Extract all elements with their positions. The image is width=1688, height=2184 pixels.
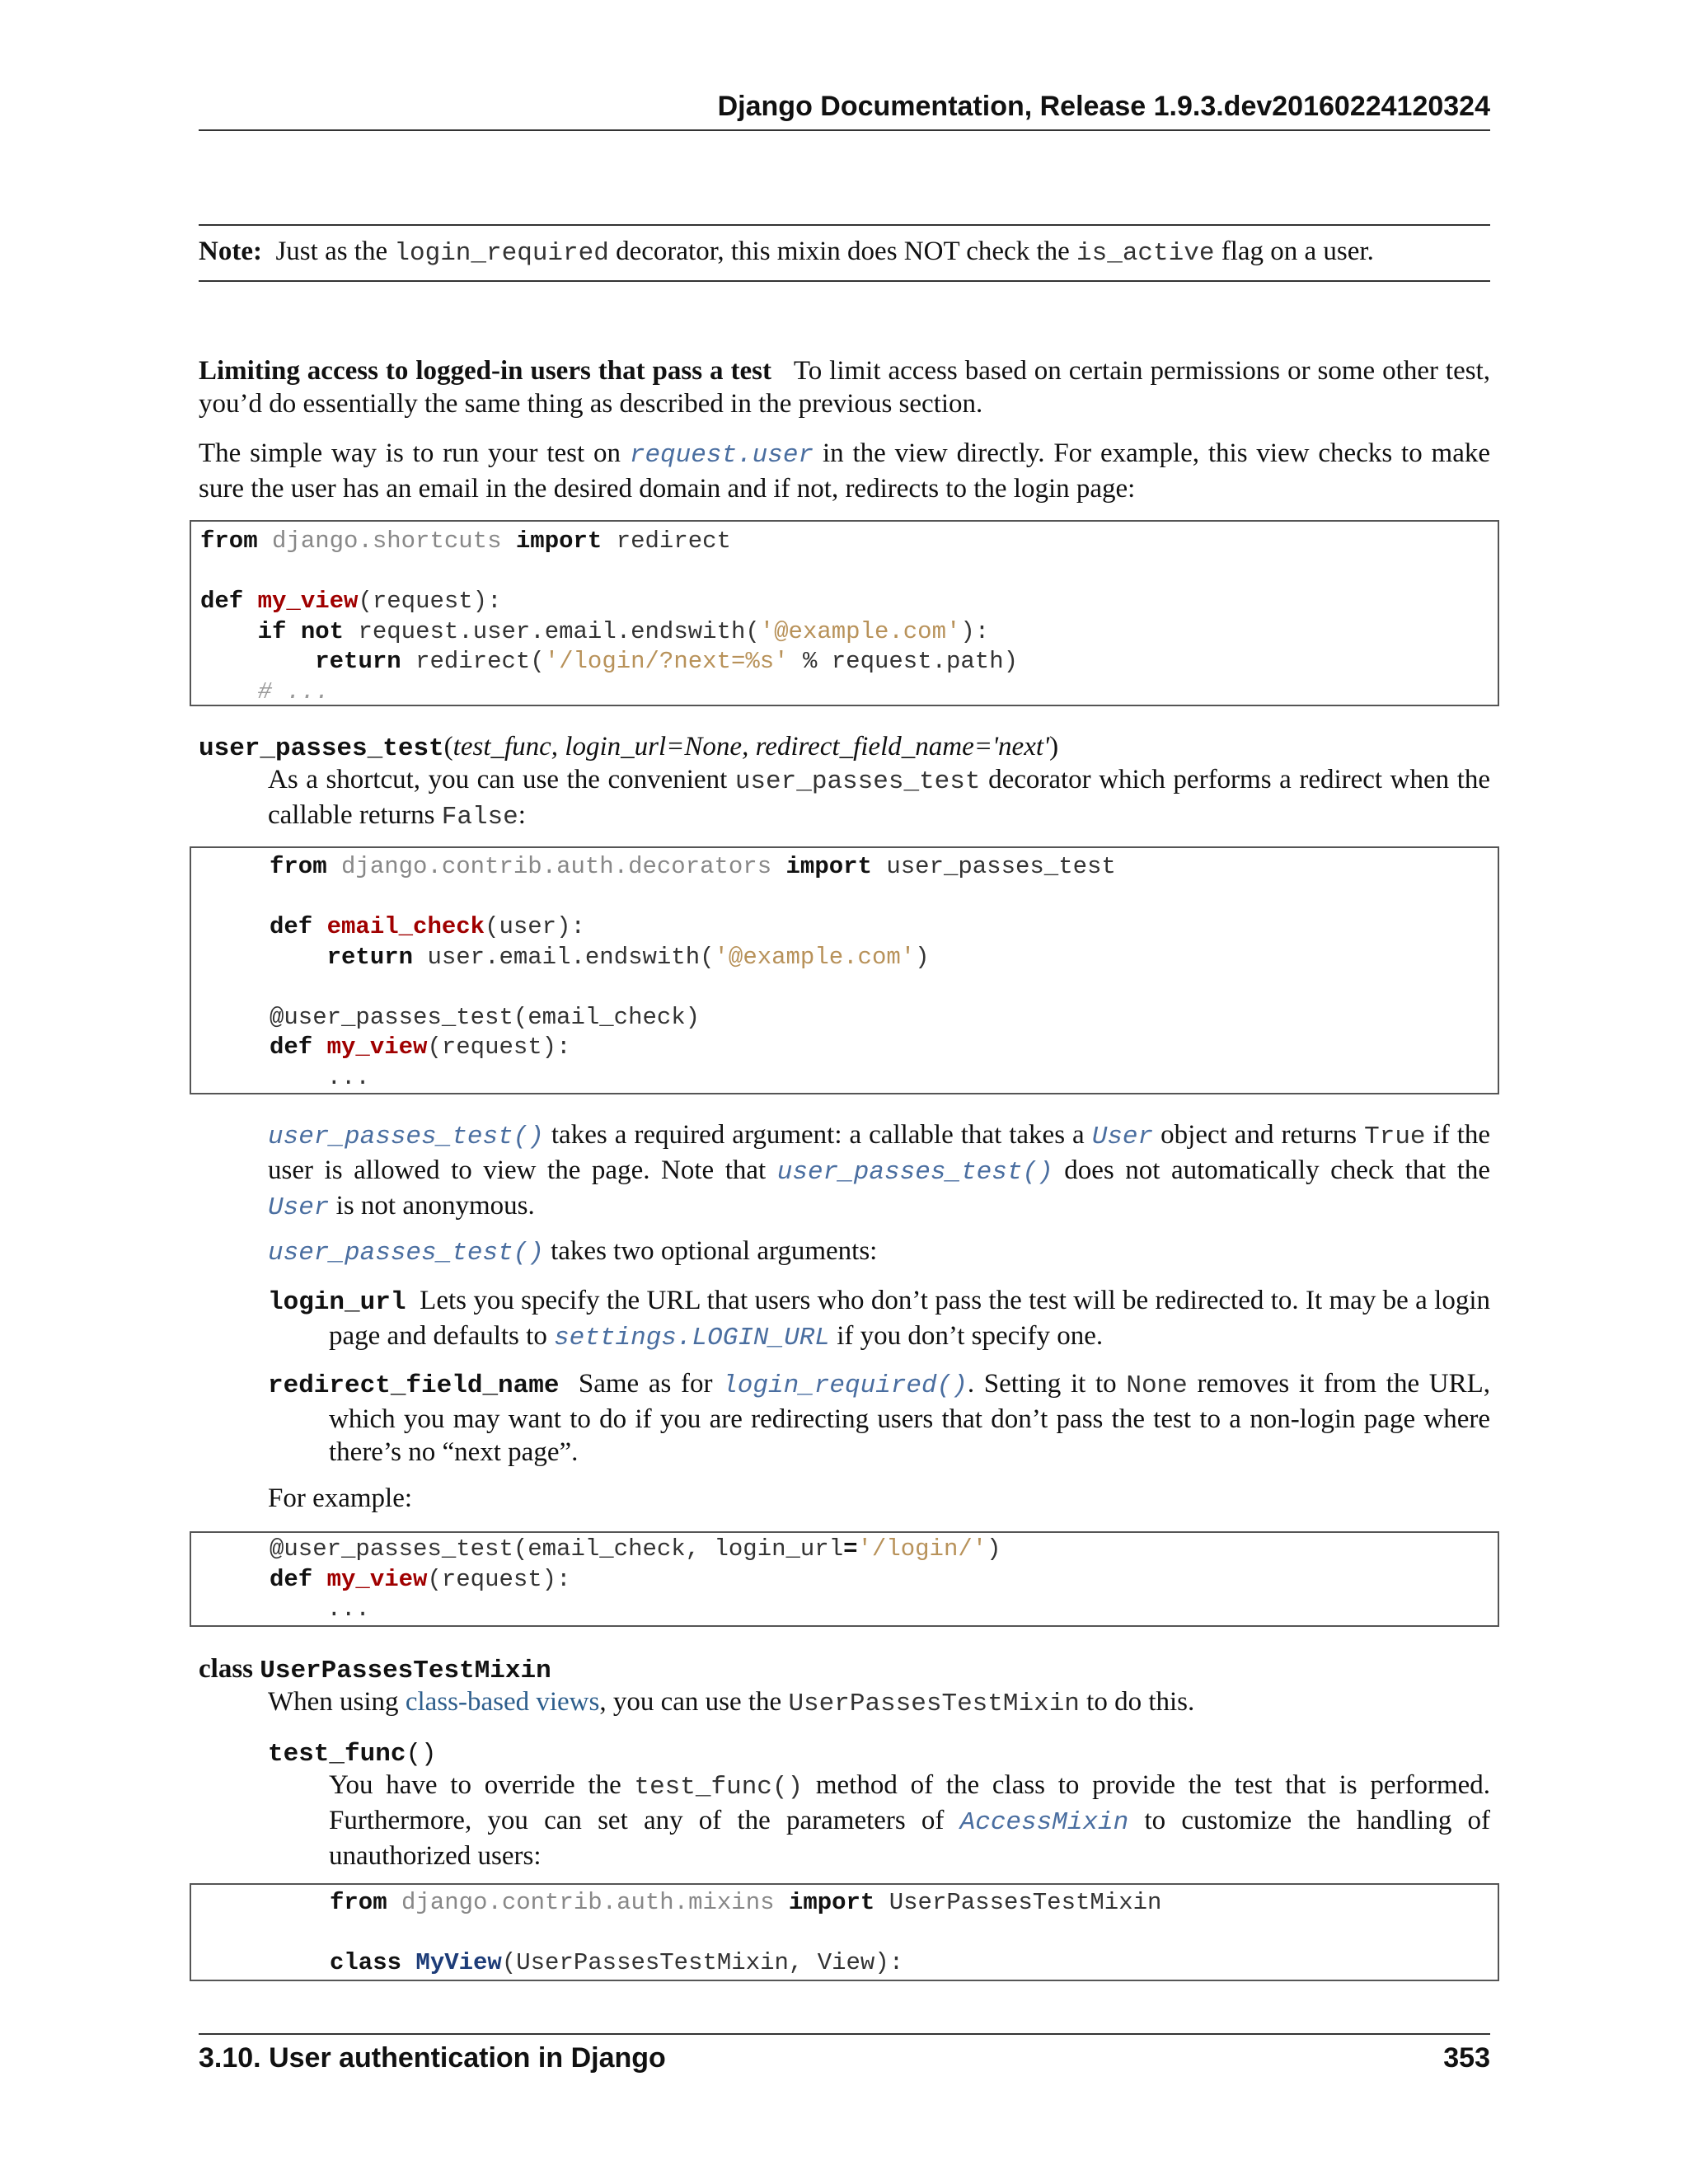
method-signature: [268, 1736, 1490, 1771]
login-required-link[interactable]: login_required(): [722, 1371, 968, 1400]
code-token: # ...: [257, 677, 330, 705]
code-token: UserPassesTestMixin: [889, 1889, 1162, 1916]
code-token: (request):: [427, 1033, 571, 1061]
limiting-access-section: [199, 354, 1490, 420]
paragraph-text: object and returns: [1160, 1120, 1357, 1150]
code-listing: [270, 1535, 1498, 1625]
footer-rule: [199, 2033, 1490, 2035]
code-token: from: [270, 853, 327, 880]
code-listing: [270, 852, 1498, 1093]
code-token: '@example.com': [759, 617, 961, 645]
code-block-redirect: [190, 520, 1499, 706]
code-token: class: [330, 1949, 402, 1976]
inline-code: True: [1364, 1122, 1426, 1151]
paragraph-text: in the view directly. For example, this view checks to make sure the user has an email in the desired domain and if not, redirects to the login page:: [199, 438, 1490, 504]
code-token: def: [270, 1033, 313, 1061]
test-func-paragraph: [329, 1769, 1490, 1872]
for-example-text: [268, 1482, 1490, 1515]
paragraph-text: is not anonymous.: [335, 1191, 535, 1221]
method-parens: (): [406, 1740, 437, 1769]
inline-code: UserPassesTestMixin: [788, 1690, 1080, 1718]
code-token: if: [257, 617, 287, 645]
code-token: '/login/?next=%s': [544, 648, 789, 675]
paragraph-text: decorator which performs a redirect when the callable returns: [268, 765, 1491, 830]
code-block-email-check: [190, 846, 1499, 1094]
field-description: if you don’t specify one.: [837, 1321, 1104, 1351]
code-token: def: [270, 1565, 313, 1593]
code-token: my_view: [326, 1033, 428, 1061]
page-number: 353: [1443, 2042, 1490, 2074]
inline-code: None: [1126, 1371, 1188, 1400]
section-heading: Limiting access to logged-in users that pass a test: [199, 356, 771, 386]
code-token: return: [326, 943, 414, 971]
field-description: Same as for: [578, 1369, 713, 1399]
takes-optional-paragraph: [268, 1235, 1490, 1270]
punctuation: :: [518, 800, 526, 830]
paragraph-text: to customize the handling of unauthorized users:: [329, 1806, 1491, 1871]
code-token: ): [987, 1535, 1001, 1563]
code-token: ...: [326, 1063, 370, 1091]
code-token: email_check: [326, 913, 485, 940]
code-token: def: [270, 913, 313, 940]
code-token: import: [785, 853, 872, 880]
field-name: login_url: [268, 1288, 406, 1317]
code-block-login-url-example: [190, 1531, 1499, 1627]
code-token: user.email.endswith(: [427, 943, 715, 971]
code-token: django.shortcuts: [272, 527, 502, 555]
code-token: import: [515, 527, 603, 555]
code-token: from: [200, 527, 258, 555]
code-token: django.contrib.auth.decorators: [341, 853, 772, 880]
paragraph-text: , you can use the: [599, 1687, 782, 1717]
function-signature: [199, 730, 1490, 766]
code-token: import: [788, 1889, 875, 1916]
inline-code: user_passes_test: [734, 767, 981, 796]
field-description: . Setting it to: [967, 1369, 1117, 1399]
code-token: from: [330, 1889, 387, 1916]
code-token: not: [300, 617, 345, 645]
simple-way-paragraph: [199, 437, 1490, 505]
code-token: MyView: [415, 1949, 502, 1976]
class-signature: [199, 1652, 1490, 1688]
code-token: my_view: [257, 588, 359, 615]
inline-code: False: [441, 803, 518, 832]
shortcut-paragraph: [268, 763, 1490, 834]
code-token: @user_passes_test(email_check, login_url: [270, 1535, 844, 1563]
note-label: Note:: [199, 237, 262, 266]
class-keyword: class: [199, 1654, 253, 1684]
code-token: @user_passes_test(email_check): [270, 1003, 701, 1031]
field-name: redirect_field_name: [268, 1371, 560, 1400]
note-text: flag on a user.: [1221, 237, 1374, 266]
paragraph-text: does not automatically check that the: [1064, 1155, 1491, 1185]
class-based-views-link[interactable]: class-based views: [405, 1687, 600, 1717]
code-token: user_passes_test: [886, 853, 1116, 880]
footer-section-title: 3.10. User authentication in Django: [199, 2042, 666, 2074]
request-user-link[interactable]: request.user: [629, 441, 814, 470]
note-text: decorator, this mixin does NOT check the: [616, 237, 1070, 266]
user-passes-test-link[interactable]: user_passes_test(): [268, 1122, 544, 1151]
redirect-field-name-field: [268, 1367, 1490, 1469]
note-text: Just as the: [275, 237, 388, 266]
inline-code: test_func(): [634, 1773, 804, 1802]
code-token: (request):: [427, 1565, 571, 1593]
inline-code: login_required: [394, 239, 609, 268]
code-token: (UserPassesTestMixin, View):: [501, 1949, 904, 1976]
method-name: test_func: [268, 1740, 406, 1769]
function-name: user_passes_test: [199, 734, 444, 763]
code-token: django.contrib.auth.mixins: [401, 1889, 775, 1916]
paragraph-text: method of the class to provide the test that is performed. Furthermore, you can set any of the parameters of: [329, 1770, 1491, 1835]
user-model-link[interactable]: User: [268, 1193, 330, 1222]
takes-required-paragraph: [268, 1118, 1490, 1225]
paren: (: [443, 732, 453, 762]
paragraph-text: to do this.: [1086, 1687, 1195, 1717]
code-token: my_view: [326, 1565, 428, 1593]
paren: ): [1049, 732, 1059, 762]
paragraph-text: To limit access based on certain permissions or some other test, you’d do essentially the same thing as described in the previous section.: [199, 356, 1491, 419]
field-description: Lets you specify the URL that users who don’t pass the test will be redirected to. It may be a login page and defaults to: [329, 1286, 1491, 1351]
code-token: '@example.com': [714, 943, 916, 971]
code-token: ):: [960, 617, 990, 645]
code-block-mixin-view: [190, 1883, 1499, 1981]
code-token: (request):: [358, 588, 502, 615]
code-token: =: [843, 1535, 858, 1563]
running-header: Django Documentation, Release 1.9.3.dev20160224120324: [199, 91, 1490, 131]
mixin-paragraph: [268, 1685, 1490, 1721]
class-name: UserPassesTestMixin: [260, 1657, 551, 1685]
code-listing: [200, 527, 1498, 707]
code-token: return: [315, 648, 401, 675]
paragraph-text: For example:: [268, 1483, 413, 1513]
paragraph-text: takes two optional arguments:: [551, 1236, 878, 1266]
paragraph-text: The simple way is to run your test on: [199, 438, 621, 468]
code-token: redirect: [616, 527, 731, 555]
code-token: ): [915, 943, 930, 971]
code-token: ...: [326, 1596, 370, 1623]
user-passes-test-link[interactable]: user_passes_test(): [776, 1158, 1053, 1187]
user-model-link[interactable]: User: [1091, 1122, 1154, 1151]
paragraph-text: As a shortcut, you can use the convenient: [268, 765, 728, 794]
login-url-field: [268, 1284, 1490, 1355]
code-token: def: [200, 588, 244, 615]
code-listing: [330, 1888, 1498, 1979]
inline-code: is_active: [1076, 239, 1215, 268]
code-token: request.user.email.endswith(: [358, 617, 760, 645]
paragraph-text: if the user is allowed to view the page. Note that: [268, 1120, 1491, 1185]
settings-login-url-link[interactable]: settings.LOGIN_URL: [554, 1324, 830, 1352]
code-token: (user):: [485, 913, 585, 940]
paragraph-text: You have to override the: [329, 1770, 621, 1800]
field-description: removes it from the URL, which you may want to do if you are redirecting users that don’t pass the test to a non-login page where there’s no “next page”.: [329, 1369, 1491, 1467]
note-admonition: [199, 224, 1490, 282]
code-token: '/login/': [857, 1535, 987, 1563]
function-params: test_func, login_url=None, redirect_field_name='next': [452, 732, 1050, 762]
access-mixin-link[interactable]: AccessMixin: [959, 1808, 1129, 1837]
paragraph-text: takes a required argument: a callable that takes a: [551, 1120, 1085, 1150]
code-token: redirect(: [415, 648, 545, 675]
paragraph-text: When using: [268, 1687, 399, 1717]
code-token: % request.path): [788, 648, 1019, 675]
user-passes-test-link[interactable]: user_passes_test(): [268, 1239, 544, 1268]
